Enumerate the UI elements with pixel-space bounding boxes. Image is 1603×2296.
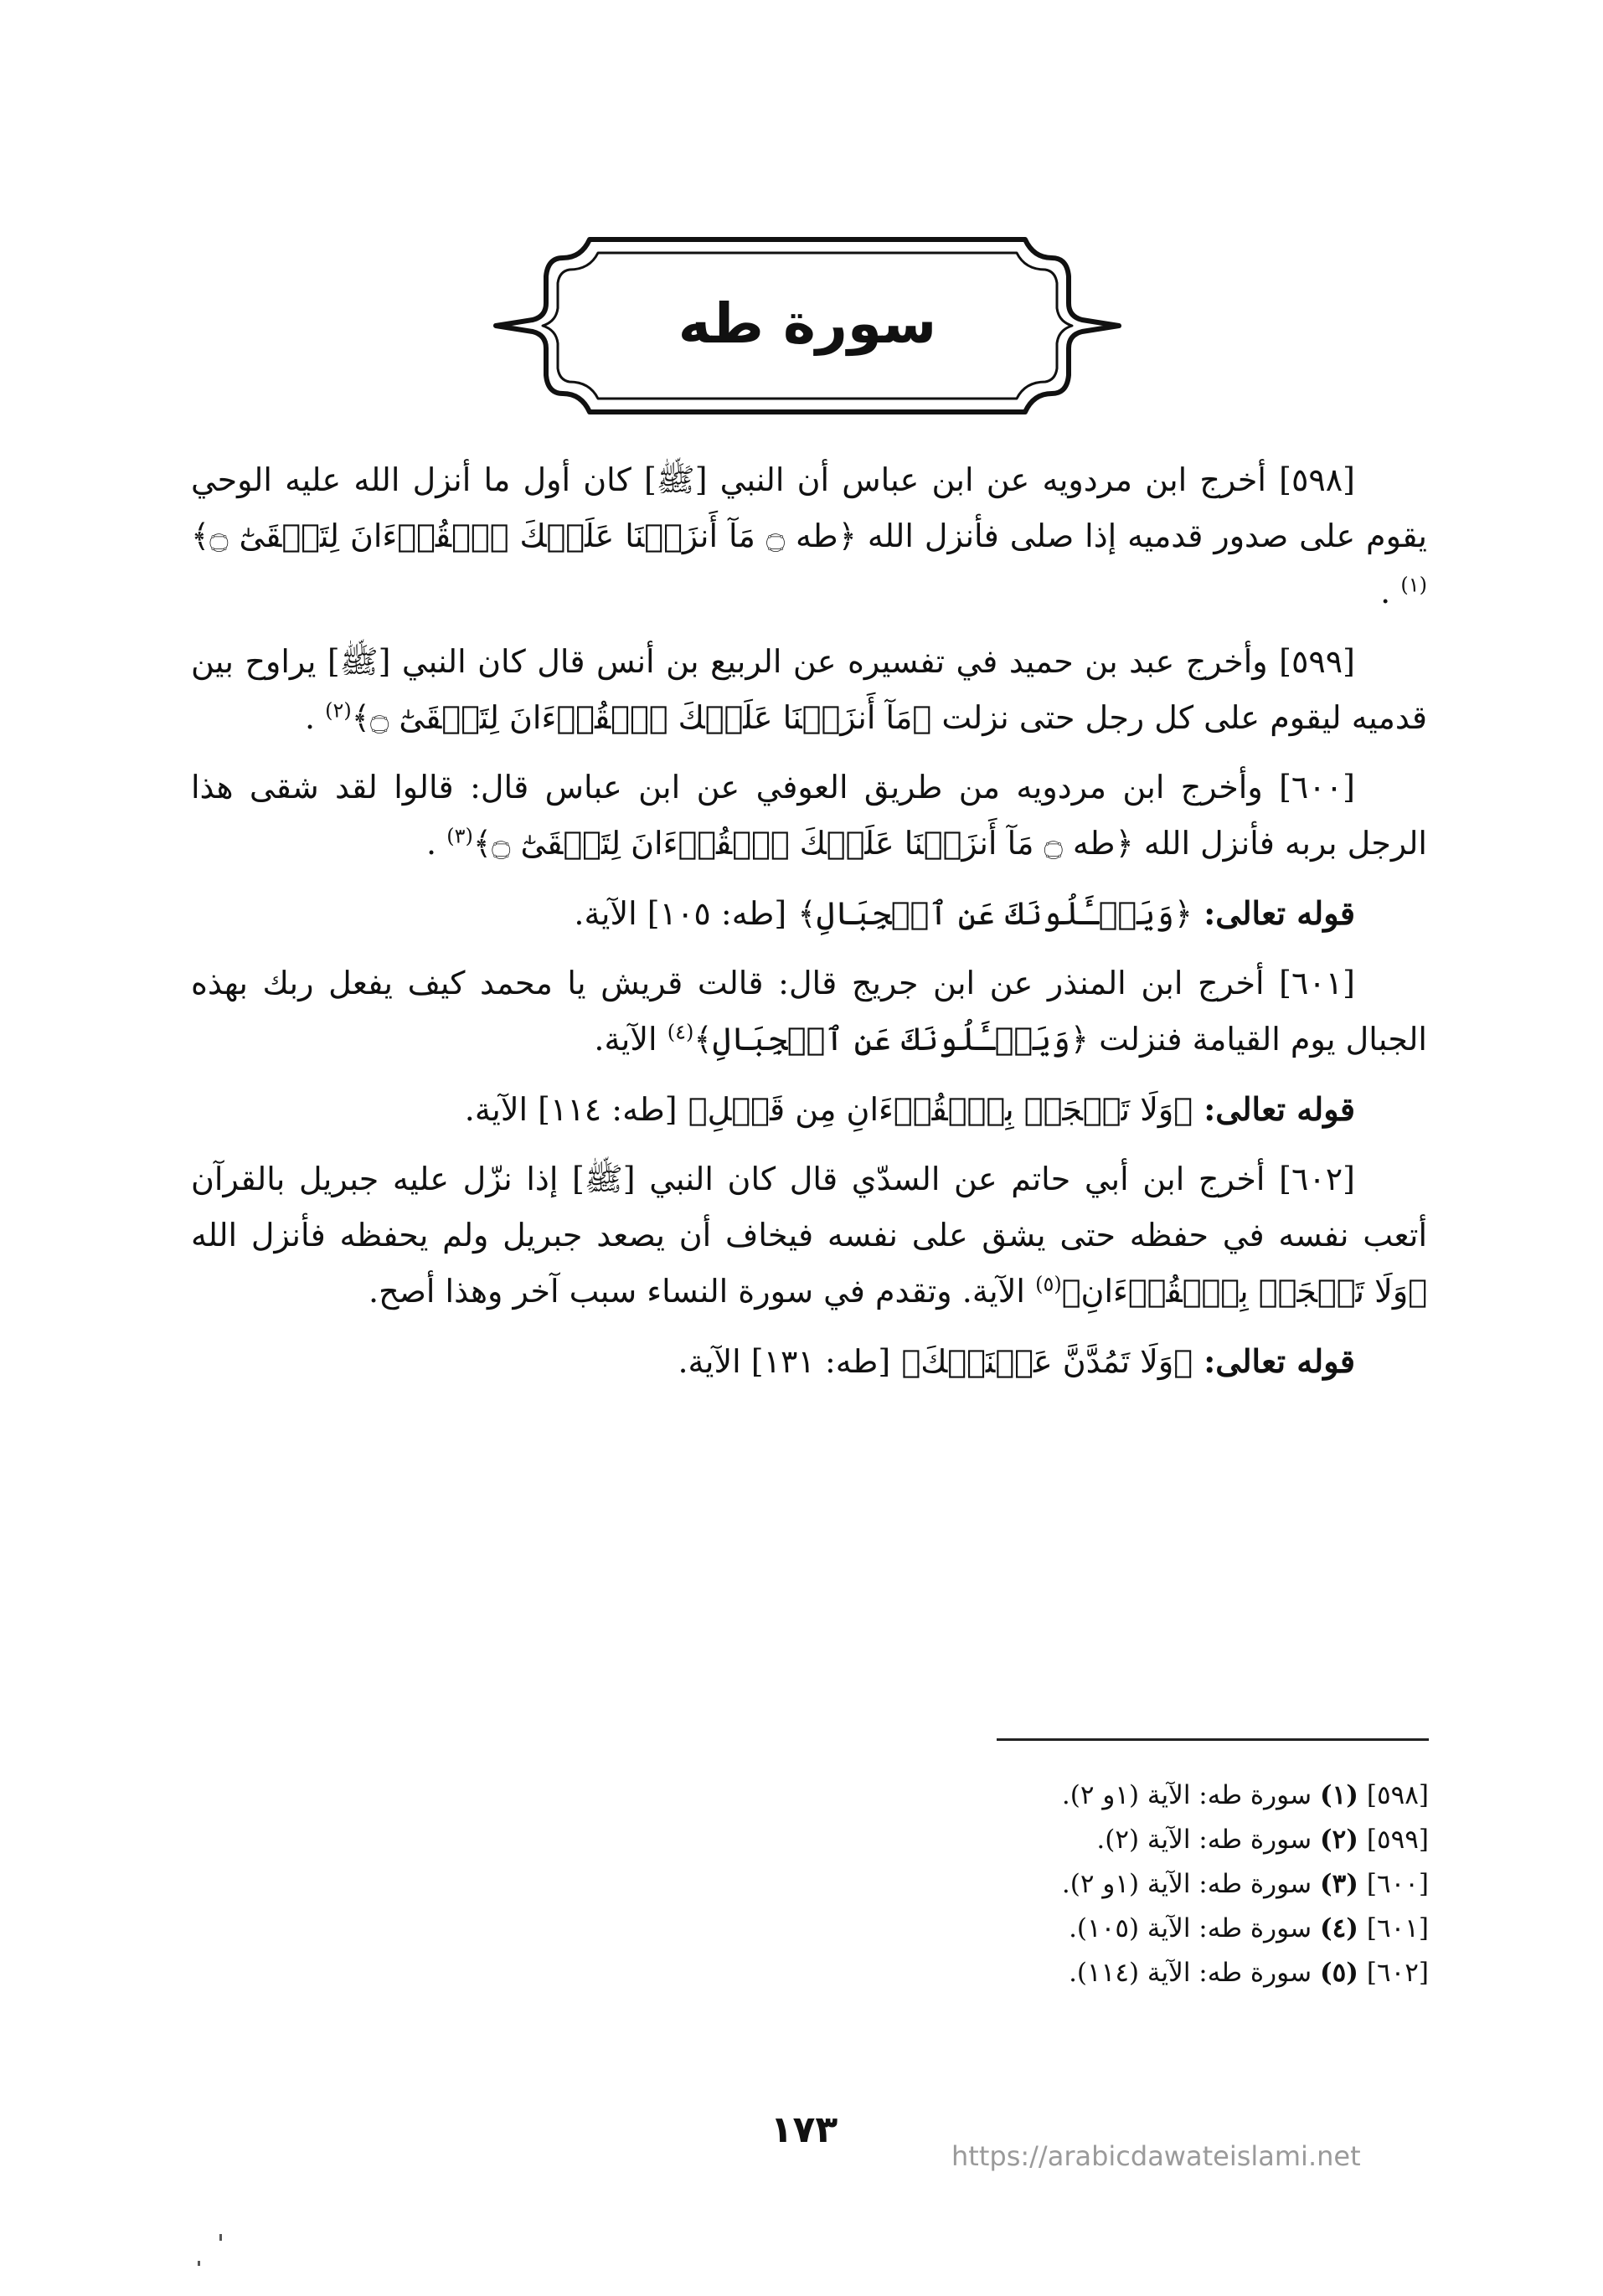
quran-verse: ﴿طه ۝ مَآ أَنزَلۡنَا عَلَيۡكَ ٱلۡقُرۡءَانَ لِتَشۡقَىٰٓ ۝﴾	[472, 825, 1134, 862]
footnote-5	[754, 1951, 1429, 1995]
footnote-number: (١)	[1319, 1780, 1358, 1810]
footnote-2	[754, 1818, 1429, 1862]
hadith-text-end: الآية.	[594, 1021, 657, 1058]
quran-verse: ﴿وَلَا تَعۡجَلۡ بِٱلۡقُرۡءَانِ﴾	[1061, 1273, 1427, 1310]
footnote-1	[754, 1773, 1429, 1818]
verse-heading-131	[191, 1333, 1427, 1390]
quran-verse: ﴿وَلَا تَعۡجَلۡ بِٱلۡقُرۡءَانِ مِن قَبۡلِ﴾	[688, 1091, 1193, 1128]
quran-verse: ﴿وَيَسۡـَٔلُونَكَ عَنِ ٱلۡجِبَالِ﴾	[693, 1021, 1089, 1058]
footnote-marker: (١)	[1400, 573, 1427, 597]
hadith-number: [٦٠٠]	[1279, 769, 1355, 806]
quran-verse: ﴿وَلَا تَمُدَّنَّ عَيۡنَيۡكَ﴾	[901, 1343, 1193, 1380]
footnote-number: (٤)	[1319, 1913, 1358, 1943]
footnote-marker: (٥)	[1035, 1272, 1062, 1296]
verse-reference: [طه: ١١٤] الآية.	[464, 1091, 678, 1128]
footnote-text: سورة طه: الآية (١و ٢).	[1061, 1869, 1312, 1899]
footnote-number: (٢)	[1319, 1825, 1358, 1855]
footnote-ref: [٦٠١]	[1366, 1913, 1429, 1943]
scan-speck	[219, 2234, 222, 2241]
footnote-text: سورة طه: الآية (٢).	[1096, 1825, 1312, 1855]
verse-heading-114	[191, 1081, 1427, 1138]
footnote-separator	[997, 1738, 1429, 1741]
footnotes	[754, 1773, 1429, 1995]
title-frame	[489, 233, 1126, 419]
hadith-text: أخرج ابن مردويه عن ابن عباس أن النبي [ﷺ] كان أول ما أنزل الله عليه الوحي يقوم على صدور قدميه إذا صلى فأنزل الله	[191, 461, 1427, 554]
footnote-text: سورة طه: الآية (١١٤).	[1069, 1958, 1312, 1988]
verse-heading-105	[191, 885, 1427, 942]
footnote-marker: (٣)	[446, 824, 473, 848]
quran-verse: ﴿مَآ أَنزَلۡنَا عَلَيۡكَ ٱلۡقُرۡءَانَ لِتَشۡقَىٰٓ ۝﴾	[351, 699, 932, 736]
quran-verse: ﴿طه ۝ مَآ أَنزَلۡنَا عَلَيۡكَ ٱلۡقُرۡءَانَ لِتَشۡقَىٰٓ ۝﴾	[191, 517, 857, 554]
hadith-600	[191, 759, 1427, 872]
hadith-text-end: .	[1380, 574, 1391, 610]
hadith-599	[191, 634, 1427, 746]
hadith-text-end: .	[304, 699, 316, 736]
hadith-598	[191, 452, 1427, 620]
hadith-number: [٦٠٢]	[1279, 1161, 1355, 1197]
hadith-number: [٥٩٨]	[1279, 461, 1355, 498]
hadith-text: وأخرج عبد بن حميد في تفسيره عن الربيع بن أنس قال كان النبي [ﷺ] يراوح بين قدميه ليقوم على كل رجل حتى نزلت	[191, 643, 1427, 736]
footnote-text: سورة طه: الآية (١٠٥).	[1069, 1913, 1312, 1943]
footnote-number: (٥)	[1319, 1958, 1358, 1988]
footnote-number: (٣)	[1319, 1869, 1358, 1899]
page-number: ١٧٣	[770, 2108, 838, 2151]
quran-verse: ﴿وَيَسۡـَٔلُونَكَ عَنِ ٱلۡجِبَالِ﴾	[797, 895, 1193, 932]
footnote-text: سورة طه: الآية (١و ٢).	[1061, 1780, 1312, 1810]
hadith-text: وأخرج ابن مردويه من طريق العوفي عن ابن عباس قال: قالوا لقد شقى هذا الرجل بربه فأنزل الله	[191, 769, 1427, 862]
surah-title: سورة طه	[678, 291, 937, 356]
hadith-text: أخرج ابن المنذر عن ابن جريج قال: قالت قريش يا محمد كيف يفعل ربك بهذه الجبال يوم القيامة فنزلت	[191, 965, 1427, 1058]
scan-speck	[198, 2261, 200, 2266]
watermark-url: https://arabicdawateislami.net	[951, 2140, 1361, 2172]
hadith-text-end: الآية. وتقدم في سورة النساء سبب آخر وهذا أصح.	[369, 1273, 1025, 1310]
hadith-number: [٥٩٩]	[1279, 643, 1355, 680]
hadith-601	[191, 955, 1427, 1068]
footnote-3	[754, 1862, 1429, 1907]
footnote-ref: [٦٠٠]	[1366, 1869, 1429, 1899]
main-text	[191, 452, 1427, 1403]
hadith-number: [٦٠١]	[1279, 965, 1355, 1001]
footnote-marker: (٤)	[667, 1020, 694, 1044]
heading-lead: قوله تعالى:	[1204, 1090, 1355, 1128]
heading-lead: قوله تعالى:	[1204, 894, 1355, 932]
verse-reference: [طه: ١٠٥] الآية.	[574, 895, 787, 932]
hadith-602	[191, 1151, 1427, 1320]
footnote-4	[754, 1907, 1429, 1951]
hadith-text: أخرج ابن أبي حاتم عن السدّي قال كان النبي [ﷺ] إذا نزّل عليه جبريل بالقرآن أتعب نفسه في حفظه حتى يشق على نفسه فيخاف أن يصعد جبريل ولم يحفظه فأنزل الله	[191, 1161, 1427, 1254]
verse-reference: [طه: ١٣١] الآية.	[678, 1343, 891, 1380]
hadith-text-end: .	[426, 825, 437, 862]
heading-lead: قوله تعالى:	[1204, 1342, 1355, 1380]
footnote-ref: [٦٠٢]	[1366, 1958, 1429, 1988]
footnote-marker: (٢)	[325, 698, 352, 723]
footnote-ref: [٥٩٨]	[1366, 1780, 1429, 1810]
footnote-ref: [٥٩٩]	[1366, 1825, 1429, 1855]
